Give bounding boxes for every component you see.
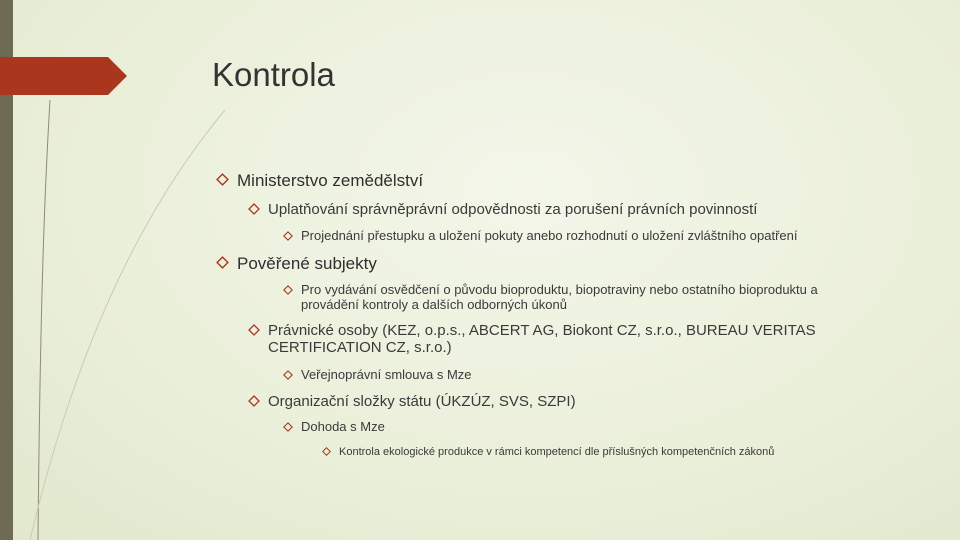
bullet-poverene-subjekty bbox=[216, 254, 916, 274]
diamond-outline-icon bbox=[248, 203, 260, 215]
bullet-dohoda bbox=[283, 420, 883, 435]
diamond-outline-icon bbox=[283, 422, 293, 432]
diamond-outline-icon bbox=[216, 256, 229, 269]
bullet-projednani bbox=[283, 229, 923, 244]
diamond-outline-icon bbox=[322, 447, 331, 456]
diamond-outline-icon bbox=[283, 231, 293, 241]
bullet-text: Pověřené subjekty bbox=[237, 254, 377, 273]
bullet-text: Pro vydávání osvědčení o původu bioproduktu, biopotraviny nebo ostatního bioproduktu a provádění kontroly a dalších odborných úkonů bbox=[301, 282, 818, 312]
bullet-text: Dohoda s Mze bbox=[301, 419, 385, 434]
bullet-verejnopravni bbox=[283, 368, 883, 383]
bullet-text: Organizační složky státu (ÚKZÚZ, SVS, SZPI) bbox=[268, 393, 576, 410]
bullet-text: Projednání přestupku a uložení pokuty anebo rozhodnutí o uložení zvláštního opatření bbox=[301, 228, 798, 243]
diamond-outline-icon bbox=[216, 173, 229, 186]
title-accent-tab bbox=[0, 57, 127, 95]
bullet-organizacni-slozky bbox=[248, 393, 888, 410]
diamond-outline-icon bbox=[248, 324, 260, 336]
bullet-uplatnovani bbox=[248, 201, 928, 218]
diamond-outline-icon bbox=[283, 370, 293, 380]
bullet-text: Právnické osoby (KEZ, o.p.s., ABCERT AG, Biokont CZ, s.r.o., BUREAU VERITAS CERTIFICATION CZ, s.r.o.) bbox=[268, 322, 816, 357]
slide-title: Kontrola bbox=[212, 56, 335, 93]
bullet-text: Uplatňování správněprávní odpovědnosti za porušení právních povinností bbox=[268, 201, 758, 218]
diamond-outline-icon bbox=[283, 285, 293, 295]
bullet-pro-vydavani bbox=[283, 283, 873, 313]
bullet-text: Kontrola ekologické produkce v rámci kompetencí dle příslušných kompetenčních zákonů bbox=[339, 446, 775, 458]
bullet-text: Ministerstvo zemědělství bbox=[237, 171, 424, 190]
bullet-ministerstvo bbox=[216, 171, 916, 191]
bullet-pravnicke-osoby bbox=[248, 322, 888, 357]
bullet-text: Veřejnoprávní smlouva s Mze bbox=[301, 367, 472, 382]
bullet-kontrola-ekologicke bbox=[322, 446, 922, 459]
diamond-outline-icon bbox=[248, 395, 260, 407]
